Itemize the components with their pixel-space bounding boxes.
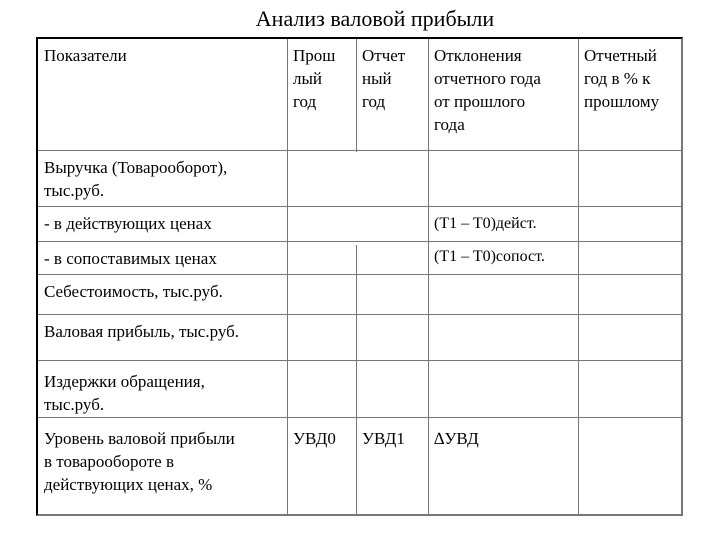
row-label-revenue: Выручка (Товарооборот), тыс.руб. [44, 158, 228, 200]
row-label-gross-profit: Валовая прибыль, тыс.руб. [44, 322, 240, 341]
header-percent: Отчетный год в % к прошлому [584, 46, 660, 111]
deviation-current-prices: (T1 – T0)дейст. [434, 215, 537, 232]
row-divider [38, 360, 683, 361]
row-divider [38, 417, 683, 418]
row-label-comparable-prices: - в сопоставимых ценах [44, 249, 217, 268]
row-label-cost: Себестоимость, тыс.руб. [44, 282, 223, 301]
value-uvd1: УВД1 [362, 429, 405, 448]
column-divider [356, 39, 357, 152]
column-divider [578, 39, 579, 516]
page-title: Анализ валовой прибыли [255, 6, 495, 31]
gross-profit-table [36, 37, 683, 516]
header-indicators: Показатели [44, 46, 127, 65]
value-delta-uvd: ∆УВД [434, 429, 479, 448]
value-uvd0: УВД0 [293, 429, 336, 448]
row-divider [38, 314, 683, 315]
column-divider [428, 39, 429, 516]
row-divider [38, 274, 683, 275]
row-divider [38, 241, 683, 242]
column-divider [356, 245, 357, 516]
header-deviation: Отклонения отчетного года от прошлого года [434, 46, 541, 134]
header-prev-year: Прош лый год [293, 46, 336, 111]
deviation-comparable-prices: (T1 – T0)сопост. [434, 248, 545, 265]
row-divider [38, 206, 683, 207]
header-report-year: Отчет ный год [362, 46, 406, 111]
row-divider [38, 150, 683, 151]
row-label-current-prices: - в действующих ценах [44, 214, 212, 233]
column-divider [287, 39, 288, 516]
row-label-gross-profit-level: Уровень валовой прибыли в товарообороте в действующих ценах, % [44, 429, 235, 494]
row-label-distribution-costs: Издержки обращения, тыс.руб. [44, 372, 205, 414]
